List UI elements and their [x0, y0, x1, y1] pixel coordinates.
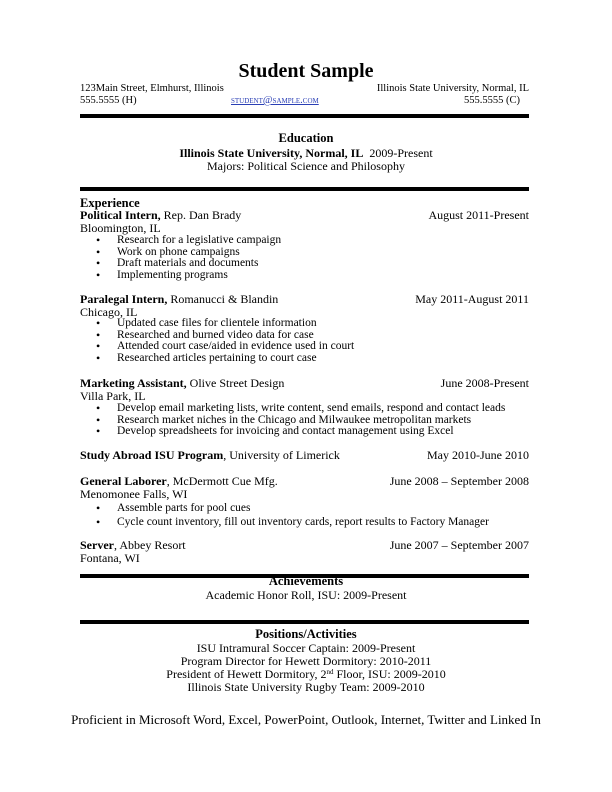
resume-name: Student Sample: [238, 60, 374, 82]
education-majors: Majors: Political Science and Philosophy: [207, 159, 405, 173]
home-address: 123Main Street, Elmhurst, Illinois: [80, 83, 224, 94]
job-dates: June 2008-Present: [440, 376, 529, 390]
bullet-item: • Attended court case/aided in evidence used in court: [96, 341, 354, 353]
job-title: Marketing Assistant,: [80, 376, 187, 390]
job-dates: May 2011-August 2011: [415, 292, 529, 306]
divider-rule: [80, 187, 529, 191]
bullet-item: • Develop spreadsheets for invoicing and contact management using Excel: [96, 426, 505, 438]
job-employer: , McDermott Cue Mfg.: [166, 474, 278, 488]
job-bullets: [96, 318, 354, 365]
bullet-item: • Draft materials and documents: [96, 258, 281, 270]
bullet-item: • Researched and burned video data for case: [96, 330, 354, 342]
job-entry: [80, 449, 529, 462]
job-entry: [80, 377, 529, 403]
ordinal-superscript: nd: [326, 668, 334, 676]
job-bullets: [96, 403, 505, 438]
job-location: Villa Park, IL: [80, 389, 146, 403]
divider-rule: [80, 620, 529, 624]
bullet-item: • Research market niches in the Chicago and Milwaukee metropolitan markets: [96, 415, 505, 427]
job-employer: , University of Limerick: [223, 448, 340, 462]
education-school-line: [0, 146, 612, 160]
bullet-item: • Updated case files for clientele information: [96, 318, 354, 330]
bullet-item: • Work on phone campaigns: [96, 247, 281, 259]
job-dates: May 2010-June 2010: [427, 448, 529, 462]
school-name: Illinois State University, Normal, IL: [179, 146, 364, 160]
job-bullets: [96, 235, 281, 282]
job-employer: Rep. Dan Brady: [160, 208, 242, 222]
position-text: Floor, ISU: 2009-2010: [333, 667, 446, 681]
bullet-item: • Cycle count inventory, fill out inventory cards, report results to Factory Manager: [96, 515, 489, 529]
achievements-heading: Achievements: [268, 574, 344, 588]
job-location: Chicago, IL: [80, 305, 138, 319]
job-employer: Olive Street Design: [186, 376, 285, 390]
bullet-item: • Assemble parts for pool cues: [96, 501, 489, 515]
job-dates: June 2007 – September 2007: [389, 538, 529, 552]
job-title: Server: [80, 538, 114, 552]
school-address: Illinois State University, Normal, IL: [376, 83, 529, 94]
divider-rule: [80, 114, 529, 118]
job-employer: Romanucci & Blandin: [167, 292, 279, 306]
job-title: Political Intern,: [80, 208, 161, 222]
position-item: Program Director for Hewett Dormitory: 2010-2011: [180, 654, 432, 668]
cell-phone: 555.5555 (C): [464, 95, 520, 106]
job-bullets: [96, 501, 489, 529]
skills-line: Proficient in Microsoft Word, Excel, PowerPoint, Outlook, Internet, Twitter and Linked In: [71, 712, 541, 727]
positions-heading: Positions/Activities: [255, 627, 357, 641]
job-dates: June 2008 – September 2008: [389, 474, 529, 488]
job-employer: , Abbey Resort: [113, 538, 186, 552]
education-dates: 2009-Present: [369, 146, 433, 160]
job-location: Bloomington, IL: [80, 221, 161, 235]
education-heading: Education: [278, 131, 334, 145]
job-entry: [80, 293, 529, 319]
job-entry: [80, 539, 529, 565]
position-item: Illinois State University Rugby Team: 2009-2010: [187, 680, 425, 694]
job-entry: [80, 475, 529, 501]
job-title: Paralegal Intern,: [80, 292, 168, 306]
bullet-item: • Develop email marketing lists, write content, send emails, respond and contact leads: [96, 403, 505, 415]
job-entry: [80, 209, 529, 235]
bullet-item: • Researched articles pertaining to court case: [96, 353, 354, 365]
achievement-item: Academic Honor Roll, ISU: 2009-Present: [205, 588, 407, 602]
position-item: [0, 667, 612, 681]
bullet-item: • Implementing programs: [96, 270, 281, 282]
job-dates: August 2011-Present: [428, 208, 529, 222]
job-title: General Laborer: [80, 474, 167, 488]
home-phone: 555.5555 (H): [80, 95, 137, 106]
position-text: President of Hewett Dormitory, 2: [166, 667, 327, 681]
job-location: Fontana, WI: [80, 551, 140, 565]
job-title: Study Abroad ISU Program: [80, 448, 224, 462]
position-item: ISU Intramural Soccer Captain: 2009-Present: [196, 641, 416, 655]
job-location: Menomonee Falls, WI: [80, 487, 188, 501]
bullet-item: • Research for a legislative campaign: [96, 235, 281, 247]
email-link[interactable]: student@sample.com: [231, 95, 319, 106]
experience-heading: Experience: [80, 196, 140, 210]
